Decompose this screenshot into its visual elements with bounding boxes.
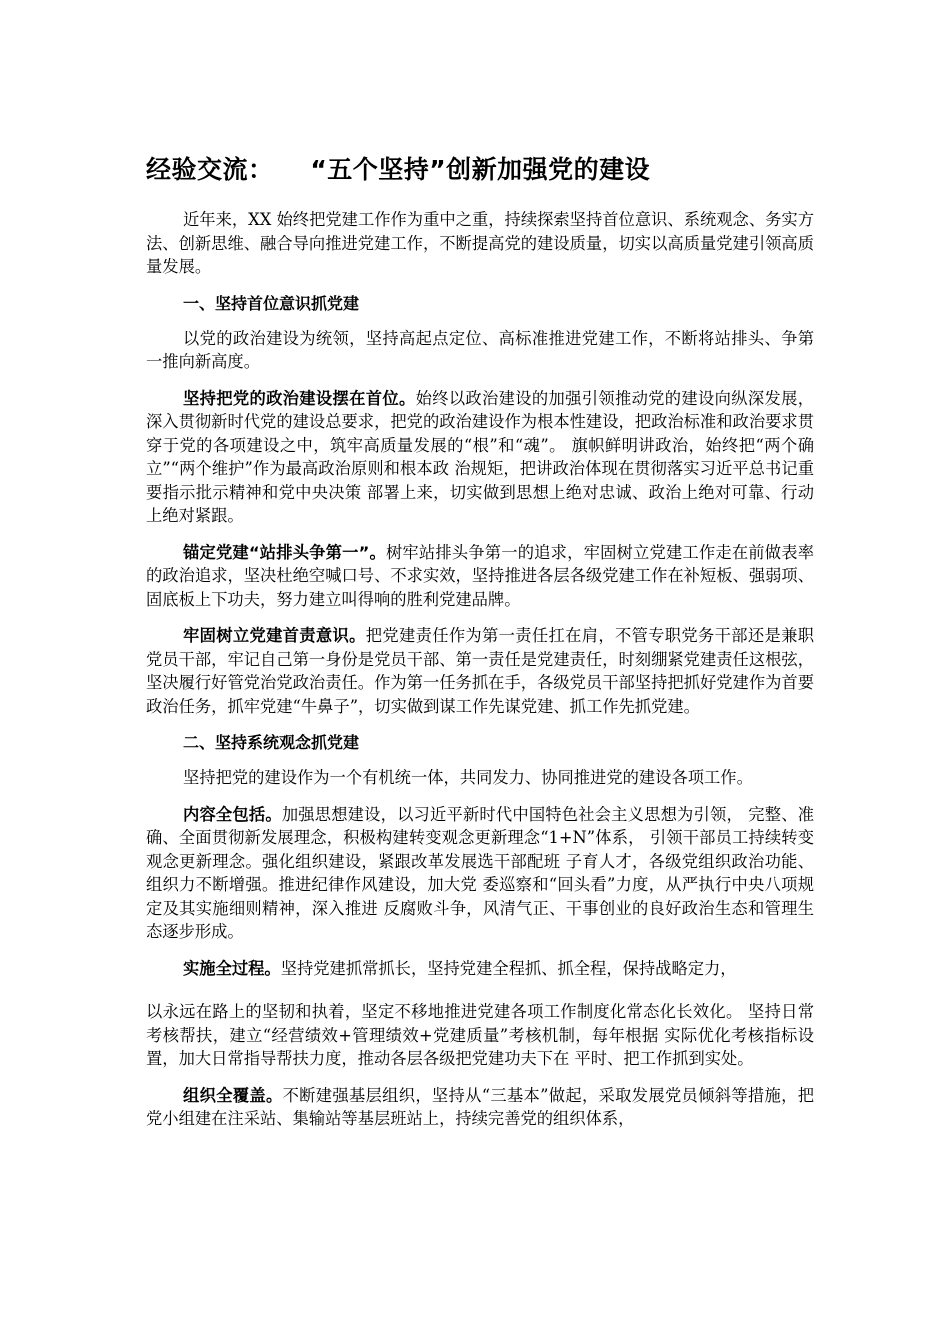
paragraph-text: 始终以政治建设的加强引领推动党的建设向纵深发展，深入贯彻新时代党的建设总要求，把党的政治建设作为根本性建设，把政治标准和政治要求贯穿于党的各项建设之中，筑牢高质量发展的“根”和“魂”。 旗帜鲜明讲政治，始终把“两个确立”“两个维护”作为最高政治原则和根本政 治规矩，把讲政治体现在贯彻落实习近平总书记重要指示批示精神和党中央决策 部署上来，切实做到思想上绝对忠诚、政治上绝对可靠、行动上绝对紧跟。 [146, 388, 814, 525]
paragraph-lead: 牢固树立党建首责意识。 [183, 626, 366, 645]
paragraph-lead: 坚持把党的政治建设摆在首位。 [183, 388, 416, 408]
paragraph [146, 803, 814, 944]
paragraph-lead: 锚定党建“站排头争第一”。 [183, 542, 386, 562]
paragraph-text: 加强思想建设，以习近平新时代中国特色社会主义思想为引领， 完整、准确、全面贯彻新发展理念，积极构建转变观念更新理念“1+N”体系， 引领干部员工持续转变观念更新理念。强化组织建设，紧跟改革发展选干部配班 子育人才，各级党组织政治功能、组织力不断增强。推进纪律作风建设，加大党 委巡察和“回头看”力度，从严执行中央八项规定及其实施细则精神，深入推进 反腐败斗争，风清气正、干事创业的良好政治生态和管理生态逐步形成。 [146, 804, 814, 941]
section-2-summary: 坚持把党的建设作为一个有机统一体，共同发力、协同推进党的建设各项工作。 [183, 768, 753, 787]
section-1-summary: 以党的政治建设为统领，坚持高起点定位、高标准推进党建工作，不断将站排头、争第一推向新高度。 [146, 328, 814, 371]
paragraph-text: 以永远在路上的坚韧和执着，坚定不移地推进党建各项工作制度化常态化长效化。 坚持日常考核帮扶，建立“经营绩效+管理绩效+党建质量”考核机制，每年根据 实际优化考核指标设置，加大日常指导帮扶力度，推动各层各级把党建功夫下在 平时、把工作抓到实处。 [146, 1002, 814, 1068]
paragraph-lead: 内容全包括。 [183, 804, 282, 824]
paragraph [146, 541, 814, 612]
paragraph-text: 树牢站排头争第一的追求，牢固树立党建工作走在前做表率的政治追求，坚决杜绝空喊口号、不求实效，坚持推进各层各级党建工作在补短板、强弱项、固底板上下功夫，努力建立叫得响的胜利党建品牌。 [146, 542, 814, 609]
paragraph-lead: 实施全过程。 [183, 958, 281, 978]
paragraph-text: 坚持党建抓常抓长，坚持党建全程抓、抓全程，保持战略定力， [280, 958, 737, 978]
paragraph-text: 不断建强基层组织，坚持从“三基本”做起，采取发展党员倾斜等措施，把党小组建在注采站、集输站等基层班站上，持续完善党的组织体系， [146, 1085, 814, 1128]
page-title: 经验交流： “五个坚持”创新加强党的建设 [146, 155, 651, 184]
section-heading-2: 二、坚持系统观念抓党建 [183, 733, 360, 752]
paragraph-text: 把党建责任作为第一责任扛在肩，不管专职党务干部还是兼职党员干部，牢记自己第一身份是党员干部、第一责任是党建责任，时刻绷紧党建责任这根弦，坚决履行好管党治党政治责任。作为第一任务抓在手，各级党员干部坚持把抓好党建作为首要政治任务，抓牢党建“牛鼻子”，切实做到谋工作先谋党建、抓工作先抓党建。 [146, 626, 814, 716]
paragraph-lead: 组织全覆盖。 [183, 1085, 283, 1105]
section-heading-1: 一、坚持首位意识抓党建 [183, 293, 360, 313]
paragraph [146, 624, 814, 718]
paragraph [146, 957, 814, 981]
paragraph [146, 1000, 814, 1071]
paragraph [146, 1084, 814, 1131]
paragraph [146, 387, 814, 528]
intro-paragraph: 近年来，XX 始终把党建工作作为重中之重，持续探索坚持首位意识、系统观念、务实方法、创新思维、融合导向推进党建工作，不断提高党的建设质量，切实以高质量党建引领高质量发展。 [146, 210, 814, 276]
document-page [146, 150, 814, 1144]
